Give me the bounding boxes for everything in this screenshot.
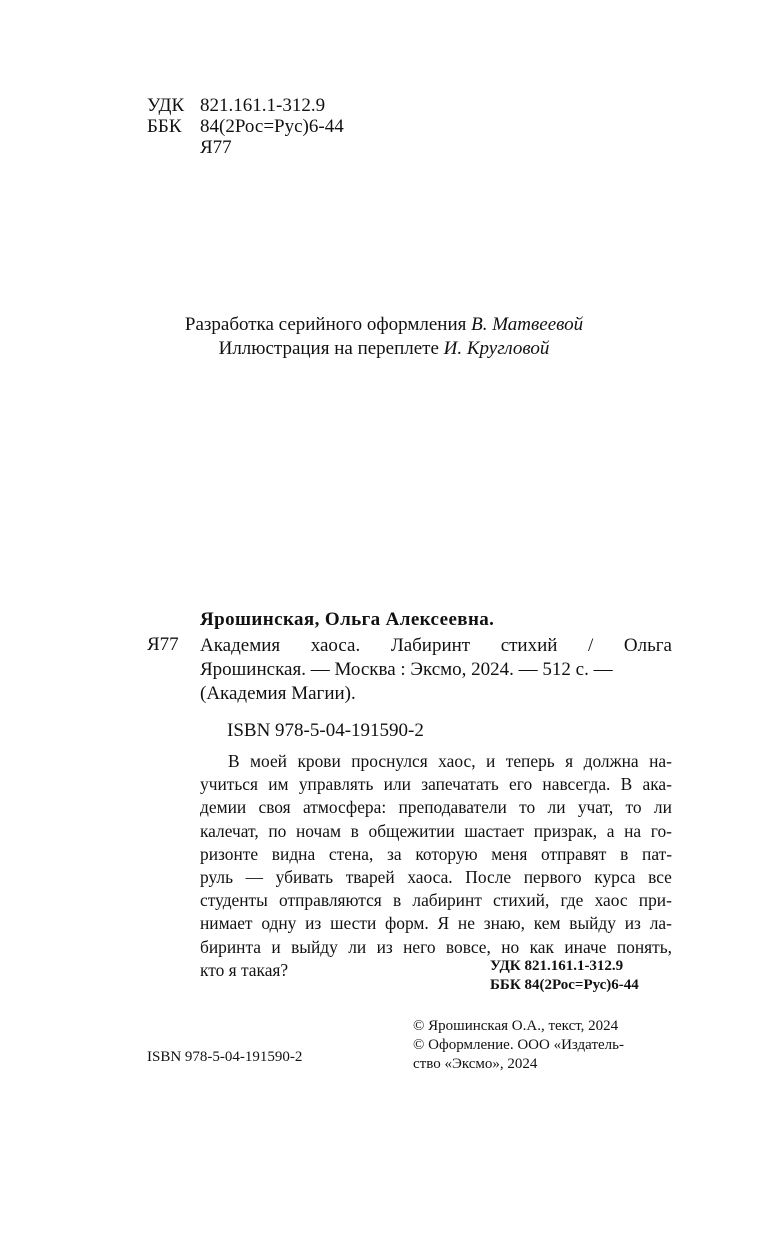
bib-publisher-line: Ярошинская. — Москва : Эксмо, 2024. — 512 с. —	[200, 659, 613, 680]
bbk-value: 84(2Рос=Рус)6-44	[200, 116, 344, 137]
bib-title-line	[200, 634, 672, 658]
udk-value: 821.161.1-312.9	[200, 95, 326, 116]
bbk-bottom: ББК 84(2Рос=Рус)6-44	[490, 977, 639, 993]
copyright-line: © Оформление. ООО «Издатель-	[413, 1037, 624, 1053]
annotation-line: руль — убивать тварей хаоса. После первого курса все	[200, 867, 672, 888]
classification-codes-top	[147, 95, 344, 158]
bbk-row	[147, 116, 344, 137]
catalog-shelf-code: Я77	[147, 634, 179, 655]
illustration-credit-name: И. Кругловой	[443, 338, 550, 359]
classification-codes-bottom	[490, 957, 639, 995]
bbk-label: ББК	[147, 116, 182, 137]
bibliographic-description	[200, 634, 672, 706]
catalog-author: Ярошинская, Ольга Алексеевна.	[200, 609, 495, 630]
illustration-credit	[0, 337, 768, 361]
bib-title-word: Лабиринт	[390, 635, 471, 656]
annotation-line: учиться им управлять или запечатать его навсегда. В ака-	[200, 774, 672, 795]
shelf-code-top: Я77	[200, 137, 232, 158]
design-credit-text: Разработка серийного оформления	[184, 314, 467, 335]
annotation	[200, 750, 672, 982]
bib-title-word: Академия	[200, 635, 281, 656]
isbn-bottom: ISBN 978-5-04-191590-2	[147, 1049, 303, 1065]
udk-bottom: УДК 821.161.1-312.9	[490, 958, 624, 974]
copyright-line: © Ярошинская О.А., текст, 2024	[413, 1018, 619, 1034]
isbn-main: ISBN 978-5-04-191590-2	[227, 720, 424, 741]
illustration-credit-text: Иллюстрация на переплете	[218, 338, 439, 359]
annotation-line: биринта и выйду ли из него вовсе, но как иначе понять,	[200, 936, 672, 957]
annotation-line: В моей крови проснулся хаос, и теперь я должна на-	[228, 751, 672, 771]
annotation-line: кто я такая?	[200, 959, 289, 980]
design-credit	[0, 313, 768, 337]
udk-row	[147, 95, 344, 116]
design-credit-name: В. Матвеевой	[471, 314, 584, 335]
bib-series-line: (Академия Магии).	[200, 683, 356, 704]
bib-title-word: стихий	[500, 635, 558, 656]
annotation-line: демии своя атмосфера: преподаватели то ли учат, то ли	[200, 797, 672, 818]
annotation-line: калечат, по ночам в общежитии шастает призрак, а на го-	[200, 820, 672, 841]
udk-label: УДК	[147, 95, 185, 116]
bib-title-word: /	[588, 635, 594, 656]
annotation-line: студенты отправляются в лабиринт стихий, где хаос при-	[200, 890, 672, 911]
copyright-line: ство «Эксмо», 2024	[413, 1056, 538, 1072]
bib-title-word: хаоса.	[310, 635, 361, 656]
bib-title-word: Ольга	[623, 635, 672, 656]
annotation-line: ризонте видна стена, за которую меня отправят в пат-	[200, 843, 672, 864]
copyright-block	[413, 1017, 673, 1074]
shelf-code-row	[147, 137, 344, 158]
credits-block	[0, 313, 768, 361]
annotation-line: нимает одну из шести форм. Я не знаю, кем выйду из ла-	[200, 913, 672, 934]
